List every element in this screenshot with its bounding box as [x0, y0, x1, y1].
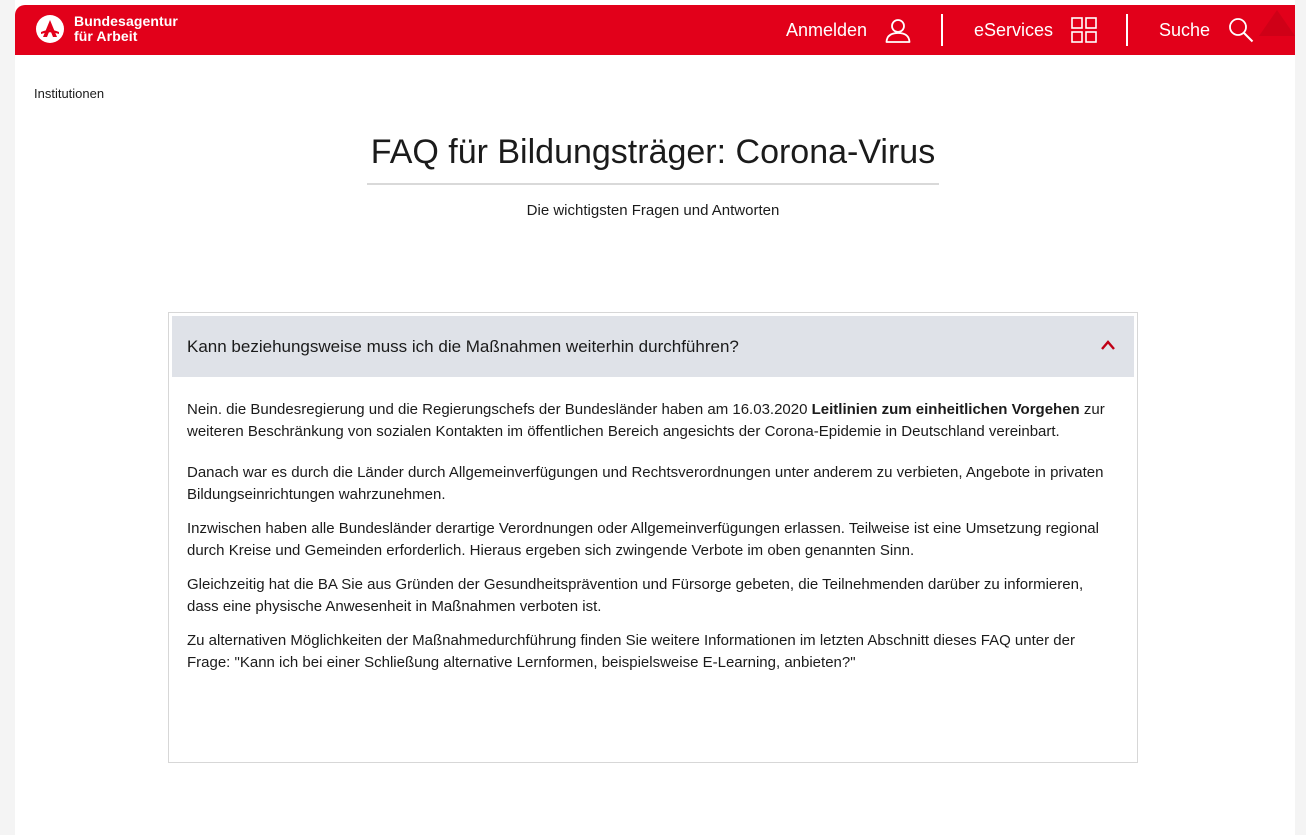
- answer-text: Nein. die Bundesregierung und die Regierungschefs der Bundesländer haben am 16.03.2020: [187, 401, 812, 418]
- answer-paragraph-2: Danach war es durch die Länder durch Allgemeinverfügungen und Rechtsverordnungen unter anderem zu verbieten, Angebote in privaten Bildungseinrichtungen wahrzunehmen.: [187, 464, 1104, 503]
- answer-paragraph-1: [187, 399, 1112, 442]
- grid-icon: [1071, 17, 1097, 43]
- site-header: [15, 5, 1295, 55]
- answer-paragraph-3: Inzwischen haben alle Bundesländer derartige Verordnungen oder Allgemeinverfügungen erlassen. Teilweise ist eine Umsetzung regional durch Kreise und Gemeinden erforderlich. Hieraus ergeben sich zwingende Verbote im oben genannten Sinn.: [187, 520, 1099, 559]
- nav-divider: [1126, 14, 1128, 46]
- left-gutter: [0, 0, 15, 835]
- accordion-header[interactable]: [172, 316, 1134, 377]
- answer-bold-text: Leitlinien zum einheitlichen Vorgehen: [811, 401, 1080, 418]
- search-label: Suche: [1159, 19, 1211, 40]
- search-button[interactable]: [1159, 5, 1254, 55]
- chevron-up-icon: [1100, 339, 1116, 351]
- logo-line-2: für Arbeit: [74, 28, 138, 44]
- logo-text: [74, 14, 178, 44]
- page-title: FAQ für Bildungsträger: Corona-Virus: [367, 133, 939, 185]
- ba-logo-icon: [35, 14, 65, 44]
- page-subtitle: Die wichtigsten Fragen und Antworten: [526, 202, 780, 219]
- breadcrumb-item[interactable]: Institutionen: [34, 86, 105, 101]
- search-icon: [1228, 17, 1254, 43]
- logo-link[interactable]: [35, 14, 178, 44]
- logo-line-1: Bundesagentur: [74, 13, 178, 29]
- title-wrap: [0, 133, 1306, 185]
- answer-text: zur weiteren Beschränkung von sozialen Kontakten im öffentlichen Bereich angesichts der Corona-Epidemie in Deutschland vereinbart.: [187, 401, 1105, 440]
- accordion-question: Kann beziehungsweise muss ich die Maßnahmen weiterhin durchführen?: [187, 336, 739, 356]
- breadcrumb[interactable]: [34, 86, 104, 101]
- answer-paragraph-4: Gleichzeitig hat die BA Sie aus Gründen der Gesundheitsprävention und Fürsorge gebeten, die Teilnehmenden darüber zu informieren, dass eine physische Anwesenheit in Maßnahmen verboten ist.: [187, 576, 1084, 615]
- eservices-button[interactable]: [974, 5, 1097, 55]
- login-button[interactable]: [786, 5, 911, 55]
- login-label: Anmelden: [786, 19, 868, 40]
- eservices-label: eServices: [974, 19, 1054, 40]
- corner-decoration: [1259, 10, 1295, 36]
- answer-paragraph-5: Zu alternativen Möglichkeiten der Maßnahmedurchführung finden Sie weitere Informationen im letzten Abschnitt dieses FAQ unter der Frage: "Kann ich bei einer Schließung alternative Lernformen, beispielsweise E-Learning, anbieten?": [187, 632, 1075, 671]
- faq-accordion: [168, 312, 1138, 763]
- right-gutter: [1295, 0, 1306, 835]
- user-icon: [885, 17, 911, 43]
- nav-divider: [941, 14, 943, 46]
- accordion-body: [187, 399, 1112, 686]
